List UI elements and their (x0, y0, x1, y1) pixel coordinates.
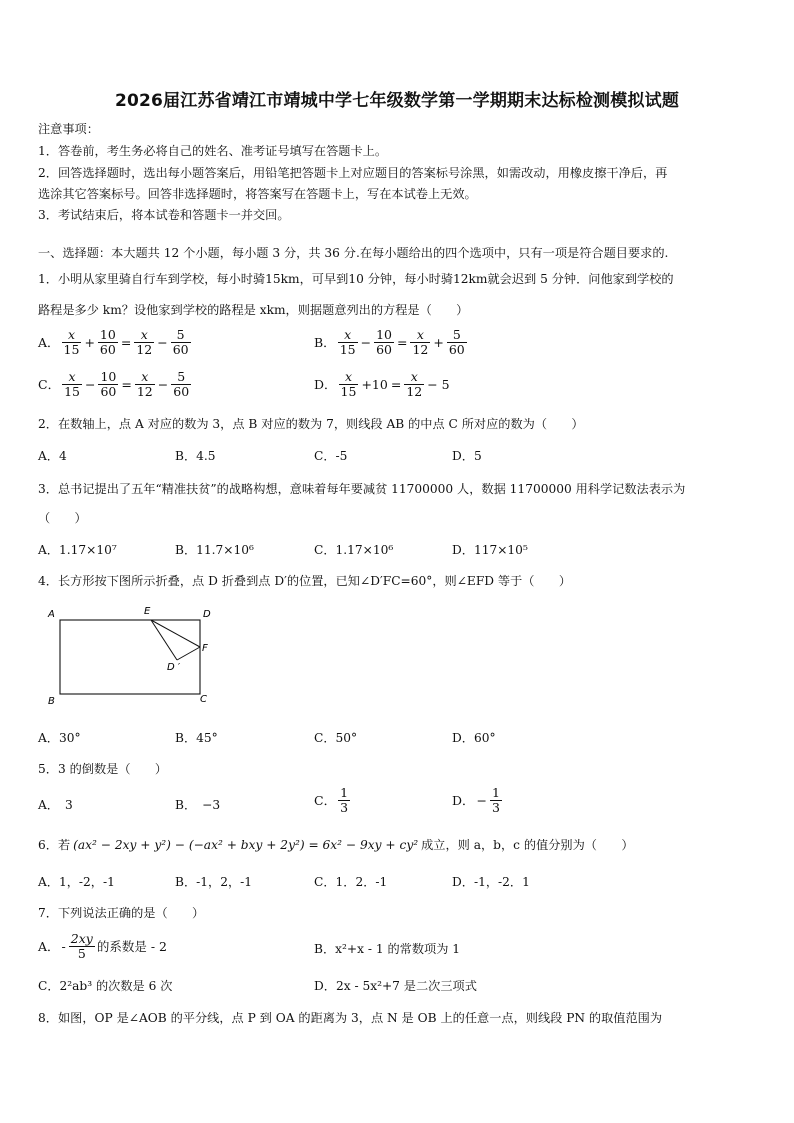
q4-option-d[interactable]: D．60° (452, 731, 496, 745)
q7-option-a[interactable]: A． - $\frac{2xy}{5}$ 的系数是 - 2 (38, 931, 167, 961)
q3-option-a[interactable]: A．1.17×10⁷ (38, 543, 117, 557)
q2-stem: 2．在数轴上，点 A 对应的数为 3，点 B 对应的数为 7，则线段 AB 的中点 C 所对应的数为（ ） (38, 417, 584, 431)
notice-item-3: 3．考试结束后，将本试卷和答题卡一并交回。 (38, 208, 290, 222)
q5-option-b[interactable]: B． −3 (175, 798, 221, 812)
notice-item-2-cont: 选涂其它答案标号。回答非选择题时，将答案写在答题卡上，写在本试卷上无效。 (38, 187, 477, 201)
q7-option-c[interactable]: C．2²ab³ 的次数是 6 次 (38, 979, 173, 993)
q3-option-d[interactable]: D．117×10⁵ (452, 543, 528, 557)
q3-stem-cont: （ ） (38, 511, 87, 525)
q4-option-b[interactable]: B．45° (175, 731, 218, 745)
q4-stem: 4．长方形按下图所示折叠，点 D 折叠到点 D′的位置，已知∠D′FC=60°，则∠EFD 等于（ ） (38, 574, 572, 588)
q6-option-c[interactable]: C．1．2．-1 (314, 875, 388, 889)
q1-stem-cont: 路程是多少 km？设他家到学校的路程是 xkm，则据题意列出的方程是（ ） (38, 303, 469, 317)
q7-option-b[interactable]: B．x²+x - 1 的常数项为 1 (314, 942, 461, 956)
label-F: F (202, 643, 208, 654)
q6-stem: 6．若 (ax² − 2xy + y²) − (−ax² + bxy + 2y²) = 6x² − 9xy + cy² 成立，则 a，b，c 的值分别为（ ） (38, 838, 634, 852)
q1-stem: 1．小明从家里骑自行车到学校，每小时骑15km，可早到10 分钟，每小时骑12km就会迟到 5 分钟．问他家到学校的 (38, 272, 674, 286)
q5-stem: 5．3 的倒数是（ ） (38, 762, 168, 776)
q1-option-c[interactable]: C． $\frac{x}{15}$ − $\frac{10}{60}$ = $\frac{x}{12}$ − $\frac{5}{60}$ (38, 369, 190, 399)
q6-option-b[interactable]: B．-1，2，-1 (175, 875, 253, 889)
q6-option-a[interactable]: A．1，-2，-1 (38, 875, 115, 889)
q1-option-d[interactable]: D． $\frac{x}{15}$ +10 = $\frac{x}{12}$ − 5 (314, 369, 450, 399)
q7-stem: 7．下列说法正确的是（ ） (38, 906, 205, 920)
q8-stem: 8．如图，OP 是∠AOB 的平分线，点 P 到 OA 的距离为 3，点 N 是 OB 上的任意一点，则线段 PN 的取值范围为 (38, 1011, 663, 1025)
q2-option-b[interactable]: B．4.5 (175, 449, 216, 463)
q7-option-d[interactable]: D．2x - 5x²+7 是二次三项式 (314, 979, 477, 993)
q1-option-a[interactable]: A． $\frac{x}{15}$ + $\frac{10}{60}$ = $\frac{x}{12}$ − $\frac{5}{60}$ (38, 327, 189, 357)
page-title: 2026届江苏省靖江市靖城中学七年级数学第一学期期末达标检测模拟试题 (114, 91, 680, 111)
q3-option-c[interactable]: C．1.17×10⁶ (314, 543, 394, 557)
label-C: C (200, 694, 207, 705)
notice-item-1: 1．答卷前，考生务必将自己的姓名、准考证号填写在答题卡上。 (38, 144, 388, 158)
q3-stem: 3．总书记提出了五年“精准扶贫”的战略构想，意味着每年要减贫 11700000 人，数据 11700000 用科学记数法表示为 (38, 482, 686, 496)
q1-option-b[interactable]: B． $\frac{x}{15}$ − $\frac{10}{60}$ = $\frac{x}{12}$ + $\frac{5}{60}$ (314, 327, 465, 357)
label-D: D (203, 609, 211, 620)
q5-option-d[interactable]: D． − $\frac{1}{3}$ (452, 785, 500, 815)
q2-option-d[interactable]: D．5 (452, 449, 482, 463)
label-E: E (144, 606, 151, 617)
fold-rectangle-figure (40, 600, 225, 712)
notice-heading: 注意事项： (38, 122, 99, 136)
q6-expression: (ax² − 2xy + y²) − (−ax² + bxy + 2y²) = 6x² − 9xy + cy² (73, 838, 419, 852)
label-D-prime: D ′ (167, 662, 181, 673)
q5-option-a[interactable]: A． 3 (38, 798, 73, 812)
label-A: A (48, 609, 55, 620)
q2-option-c[interactable]: C．-5 (314, 449, 348, 463)
q3-option-b[interactable]: B．11.7×10⁶ (175, 543, 254, 557)
notice-item-2: 2．回答选择题时，选出每小题答案后，用铅笔把答题卡上对应题目的答案标号涂黑，如需改动，用橡皮擦干净后，再 (38, 166, 668, 180)
label-B: B (48, 696, 55, 707)
q2-option-a[interactable]: A．4 (38, 449, 67, 463)
q5-option-c[interactable]: C． $\frac{1}{3}$ (314, 785, 349, 815)
q6-option-d[interactable]: D．-1，-2．1 (452, 875, 530, 889)
section-heading: 一、选择题：本大题共 12 个小题，每小题 3 分，共 36 分.在每小题给出的四个选项中，只有一项是符合题目要求的. (38, 246, 669, 260)
q4-option-a[interactable]: A．30° (38, 731, 81, 745)
q4-option-c[interactable]: C．50° (314, 731, 358, 745)
